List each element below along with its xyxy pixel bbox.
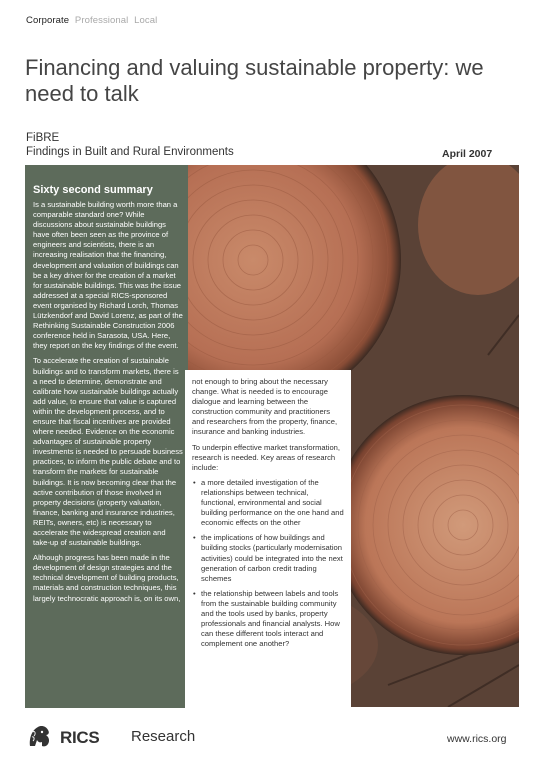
rics-logo-text: RICS <box>60 728 100 747</box>
body-paragraph: not enough to bring about the necessary change. What is needed is to encourage dialogue and learning between the construction community and practitioners and researchers from the property, finance, insurance and banking industries. <box>192 377 338 437</box>
second-column <box>192 377 344 654</box>
footer-research-label: Research <box>131 728 196 745</box>
series-block <box>26 131 234 159</box>
list-item: • the relationship between labels and tools from the sustainable building community and the tools used by banks, property professionals and financial analysts. How can these different tools interact and complement one another? <box>192 589 344 650</box>
nav-item-local[interactable]: Local <box>134 15 158 26</box>
nav-item-professional[interactable]: Professional <box>74 15 129 26</box>
page-title: Financing and valuing sustainable property: we need to talk <box>25 55 484 106</box>
website-link[interactable]: www.rics.org <box>447 733 507 745</box>
series-subtitle: Findings in Built and Rural Environments <box>26 146 234 158</box>
summary-column <box>33 184 183 609</box>
body-paragraph: To underpin effective market transformation, research is needed. Key areas of research include: <box>192 442 341 472</box>
series-name: FiBRE <box>26 132 60 144</box>
summary-paragraph: To accelerate the creation of sustainable buildings and to transform markets, there is a need to determine, demonstrate and calibrate how sustainable buildings actually add value, to ensure that value is captured within the development process, and to ensure that fiscal incentives are provided where needed. Evidence on the economic advantages of sustainable property investments is needed to persuade business practices, to inform the public debate and to transform the markets for sustainable buildings. It is now becoming clear that the active contribution of those involved in property decisions (property valuation, finance, banking and insurance industries, REITs, owners, etc) is necessary to accelerate the widespread creation and take-up of sustainable buildings. <box>33 356 183 548</box>
summary-paragraph: Although progress has been made in the development of design strategies and the technical development of building products, materials and construction techniques, this largely technocratic approach is, on its own, <box>33 553 181 603</box>
summary-paragraph: Is a sustainable building worth more than a comparable standard one? While discussions about sustainable buildings have often been seen as the province of engineers and scientists, there is an increasing realisation that the financing, development and valuation of buildings can be a key driver for the creation of a market for sustainable buildings. This was the issue addressed at a special RICS-sponsored event organised by Richard Lorch, Thomas Lützkendorf and David Lorenz, as part of the Rethinking Sustainable Construction 2006 conference held in Sarasota, USA. Here, they report on the key findings of the event. <box>33 200 183 351</box>
nav-item-corporate[interactable]: Corporate <box>26 15 70 26</box>
footer <box>0 718 543 758</box>
list-item: • the implications of how buildings and building stocks (particularly modernisation activities) could be integrated into the next generation of carbon credit trading schemes <box>192 533 344 583</box>
top-navigation <box>26 15 157 26</box>
publication-date: April 2007 <box>442 148 493 160</box>
rics-lion-logo-icon <box>26 722 54 750</box>
research-areas-list <box>192 478 344 650</box>
summary-heading: Sixty second summary <box>33 184 153 196</box>
list-item: • a more detailed investigation of the relationships between technical, functional, environmental and social building performance on the one hand and economic effects on the other <box>192 478 344 528</box>
